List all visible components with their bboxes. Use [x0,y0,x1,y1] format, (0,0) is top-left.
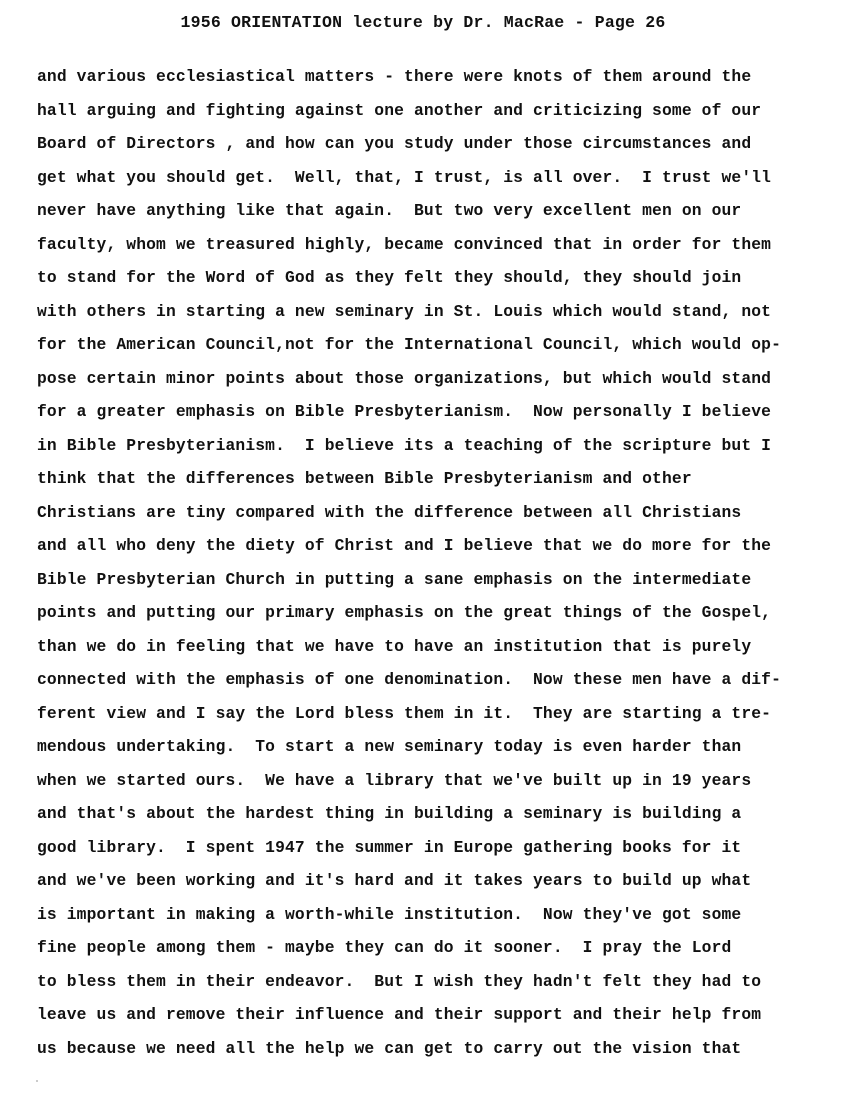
text-line: good library. I spent 1947 the summer in Europe gathering books for it [37,837,742,857]
text-line: and we've been working and it's hard and it takes years to build up what [37,871,752,890]
text-line: than we do in feeling that we have to have an institution that is purely [37,636,752,656]
text-line: and all who deny the diety of Christ and I believe that we do more for the [37,536,772,555]
text-line: in Bible Presbyterianism. I believe its a teaching of the scripture but I [37,435,772,455]
text-line: fine people among them - maybe they can do it sooner. I pray the Lord [37,938,732,957]
text-line: connected with the emphasis of one denomination. Now these men have a dif- [37,670,782,689]
text-line: to bless them in their endeavor. But I wish they hadn't felt they had to [37,971,762,991]
text-line: think that the differences between Bible Presbyterianism and other [37,469,692,488]
text-line: Bible Presbyterian Church in putting a sane emphasis on the intermediate [37,569,752,589]
text-line: leave us and remove their influence and their support and their help from [37,1005,762,1024]
text-line: for the American Council,not for the International Council, which would op- [37,335,782,354]
text-line: get what you should get. Well, that, I trust, is all over. I trust we'll [37,167,772,187]
text-line: ferent view and I say the Lord bless them in it. They are starting a tre- [37,703,772,723]
text-line: is important in making a worth-while institution. Now they've got some [37,904,742,924]
text-line: to stand for the Word of God as they felt they should, they should join [37,268,742,287]
text-line: and various ecclesiastical matters - there were knots of them around the [37,67,752,86]
text-line: hall arguing and fighting against one another and criticizing some of our [37,100,762,120]
lecture-transcript-body [37,60,837,1065]
text-line: and that's about the hardest thing in building a seminary is building a [37,804,742,823]
text-line: with others in starting a new seminary in St. Louis which would stand, not [37,301,772,321]
text-line: never have anything like that again. But two very excellent men on our [37,201,742,220]
text-line: Board of Directors , and how can you study under those circumstances and [37,134,752,153]
text-line: Christians are tiny compared with the difference between all Christians [37,502,742,522]
text-line: pose certain minor points about those organizations, but which would stand [37,368,772,388]
text-line: mendous undertaking. To start a new seminary today is even harder than [37,737,742,756]
text-line: points and putting our primary emphasis on the great things of the Gospel, [37,603,772,622]
text-line: when we started ours. We have a library that we've built up in 19 years [37,770,752,790]
page-header: 1956 ORIENTATION lecture by Dr. MacRae - Page 26 [180,13,666,32]
text-line: for a greater emphasis on Bible Presbyterianism. Now personally I believe [37,402,772,421]
scan-speck [36,1080,38,1082]
text-line: faculty, whom we treasured highly, became convinced that in order for them [37,234,772,254]
text-line: us because we need all the help we can get to carry out the vision that [37,1038,742,1058]
